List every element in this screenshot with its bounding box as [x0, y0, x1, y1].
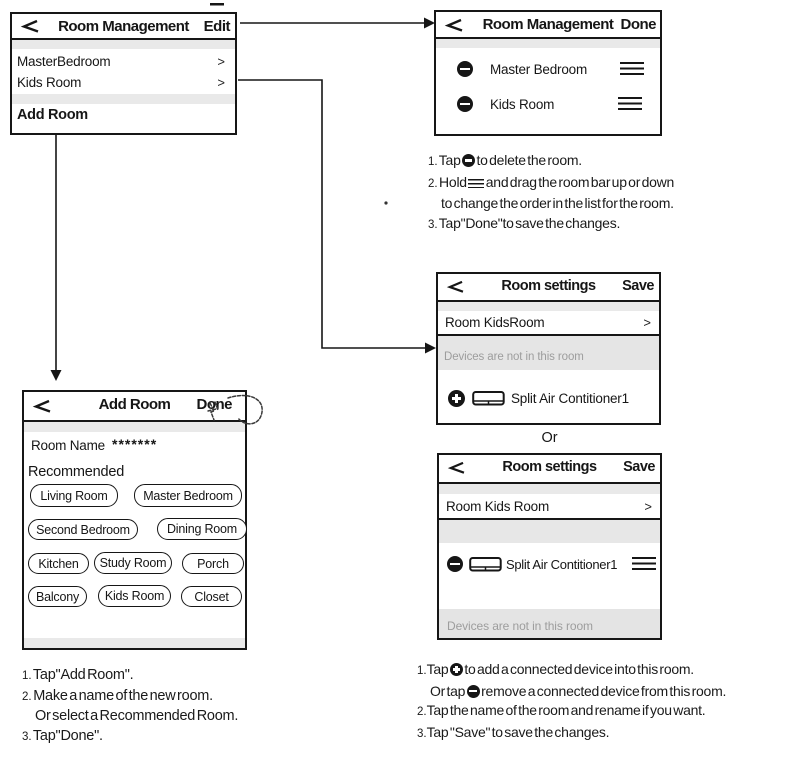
empty-room-text: Devices are not in this room — [444, 351, 584, 363]
pill-porch[interactable]: Porch — [182, 553, 244, 574]
room-row-value: KidsRoom — [483, 315, 545, 330]
room-name-label: Kids Room — [490, 97, 555, 112]
page-title: Room settings — [501, 278, 596, 294]
back-icon[interactable] — [32, 399, 52, 414]
room-management-done-screen — [434, 10, 662, 136]
ac-unit-icon — [469, 556, 502, 574]
list-number: 2. — [417, 706, 427, 718]
chevron-right-icon: > — [643, 315, 651, 330]
minus-circle-icon — [467, 685, 480, 698]
instructions-devices — [417, 660, 791, 744]
recommended-heading: Recommended — [28, 464, 125, 480]
plus-circle-icon — [450, 663, 463, 676]
drag-handle-icon — [468, 179, 484, 188]
stray-mark — [210, 3, 224, 6]
room-name-label: Kids Room — [17, 75, 82, 90]
list-number: 1. — [417, 665, 427, 677]
list-number: 1. — [428, 156, 438, 168]
remove-device-icon[interactable] — [447, 556, 463, 572]
page-title: Room settings — [502, 459, 597, 475]
pill-dining-room[interactable]: Dining Room — [157, 518, 247, 540]
device-name-label: Split Air Contitioner1 — [511, 391, 629, 406]
room-settings-remove-screen — [437, 453, 662, 640]
room-row-label: Room — [446, 499, 482, 514]
list-number: 3. — [428, 218, 438, 231]
instruction-line: 3. Tap"Done"to save the changes. — [428, 214, 621, 231]
done-button[interactable]: Done — [620, 16, 656, 33]
separator-bar — [24, 638, 245, 648]
pill-living-room[interactable]: Living Room — [30, 484, 118, 507]
ac-unit-icon — [472, 390, 505, 408]
room-name-row[interactable] — [438, 313, 659, 334]
room-name-input[interactable]: ******* — [112, 436, 158, 452]
or-label: Or — [541, 430, 558, 446]
instruction-line: Or select a Recommended Room. — [35, 708, 239, 724]
minus-circle-icon — [462, 154, 475, 167]
add-room-button[interactable]: Add Room — [17, 107, 88, 123]
back-icon[interactable] — [444, 18, 464, 33]
room-name-label: MasterBedroom — [17, 54, 111, 69]
done-button[interactable]: Done — [196, 396, 232, 413]
separator-bar — [12, 40, 235, 49]
separator-bar — [436, 39, 660, 48]
instruction-line: 3. Tap"Done". — [22, 727, 103, 744]
list-number: 1. — [22, 670, 32, 682]
empty-room-text: Devices are not in this room — [447, 619, 593, 633]
chevron-right-icon: > — [644, 499, 652, 514]
separator-bar — [438, 302, 659, 311]
pill-closet[interactable]: Closet — [181, 586, 242, 607]
separator-bar — [439, 520, 660, 543]
device-row — [438, 370, 659, 423]
instruction-line: 1.Tap to add a connected device into this room. — [417, 661, 694, 677]
instruction-line: Or tap remove a connected device from this room. — [430, 682, 727, 699]
back-icon[interactable] — [446, 280, 465, 294]
pill-study-room[interactable]: Study Room — [94, 552, 172, 574]
drag-handle-icon[interactable] — [620, 62, 644, 75]
edit-button[interactable]: Edit — [203, 18, 230, 35]
empty-room-section — [438, 336, 659, 370]
room-list-item-kids[interactable] — [12, 73, 235, 93]
instruction-line: 3.Tap "Save" to save the changes. — [417, 723, 610, 740]
room-name-label: Room Name — [31, 438, 105, 453]
pill-second-bedroom[interactable]: Second Bedroom — [28, 519, 138, 540]
page-title: Room Management — [58, 18, 189, 35]
delete-room-icon[interactable] — [457, 61, 473, 77]
delete-room-icon[interactable] — [457, 96, 473, 112]
separator-bar — [439, 484, 660, 494]
room-settings-add-screen — [436, 272, 661, 425]
stray-dot — [384, 201, 387, 204]
instructions-manage — [428, 151, 790, 235]
chevron-right-icon: > — [217, 54, 225, 69]
drag-handle-icon[interactable] — [618, 97, 642, 110]
page-title: Add Room — [98, 396, 171, 413]
hand-cursor-sketch — [198, 391, 274, 441]
pill-balcony[interactable]: Balcony — [28, 586, 87, 607]
empty-room-section — [439, 609, 660, 638]
instruction-line: 2.Tap the name of the room and rename if you want. — [417, 702, 706, 718]
list-number: 2. — [22, 690, 32, 703]
list-number: 3. — [22, 730, 32, 743]
instruction-line: to change the order in the list for the room. — [441, 195, 674, 211]
instructions-add-room — [22, 666, 322, 747]
pill-kitchen[interactable]: Kitchen — [28, 553, 89, 574]
room-list-item-master[interactable] — [12, 52, 235, 72]
instruction-line: 2. Make a name of the new room. — [22, 687, 213, 704]
device-name-label: Split Air Contitioner1 — [506, 557, 618, 572]
back-icon[interactable] — [20, 19, 40, 34]
room-edit-row-kids — [436, 93, 660, 115]
back-icon[interactable] — [447, 461, 466, 475]
save-button[interactable]: Save — [623, 459, 655, 475]
drag-handle-icon[interactable] — [632, 557, 656, 570]
list-number: 2. — [428, 177, 438, 190]
room-management-edit-screen — [10, 12, 237, 135]
instruction-line: 1. Tap to delete the room. — [428, 152, 582, 168]
pill-kids-room[interactable]: Kids Room — [98, 585, 171, 607]
save-button[interactable]: Save — [622, 278, 654, 294]
page-title: Room Management — [482, 16, 614, 33]
add-device-icon[interactable] — [448, 390, 465, 407]
room-row-label: Room — [445, 315, 481, 330]
separator-bar — [12, 94, 235, 104]
pill-master-bedroom[interactable]: Master Bedroom — [134, 484, 242, 507]
chevron-right-icon: > — [217, 75, 225, 90]
device-row — [439, 554, 660, 576]
room-name-row[interactable] — [439, 497, 660, 518]
room-row-value: Kids Room — [484, 499, 550, 514]
instruction-line: 1. Tap"Add Room". — [22, 667, 134, 683]
room-edit-row-master — [436, 58, 660, 80]
instruction-line: 2. Hold and drag the room bar up or down — [428, 173, 675, 190]
room-name-label: Master Bedroom — [490, 62, 587, 77]
list-number: 3. — [417, 727, 427, 740]
